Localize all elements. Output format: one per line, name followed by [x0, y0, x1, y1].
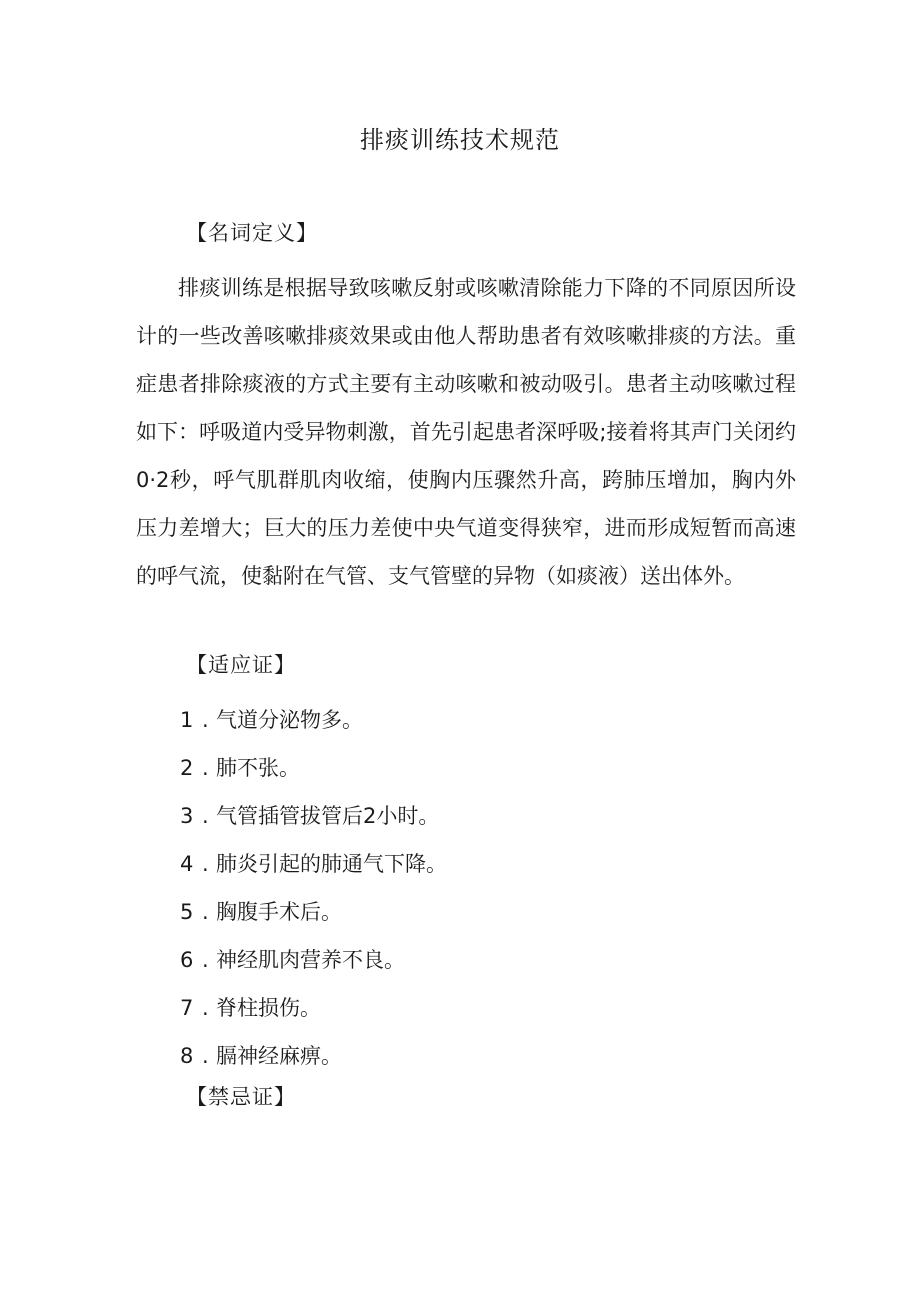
list-item: 3 . 气管插管拔管后2小时。	[180, 792, 447, 840]
list-item: 5 . 胸腹手术后。	[180, 888, 447, 936]
list-item-text: 气管插管拔管后2小时。	[216, 804, 440, 828]
list-item-text: 肺不张。	[216, 756, 300, 780]
list-item: 8 . 膈神经麻痹。	[180, 1032, 447, 1080]
list-item-text: 膈神经麻痹。	[216, 1044, 342, 1068]
section-heading-indications: 【适应证】	[186, 653, 296, 677]
indications-list	[180, 696, 447, 1080]
list-item: 4 . 肺炎引起的肺通气下降。	[180, 840, 447, 888]
list-item: 7 . 脊柱损伤。	[180, 984, 447, 1032]
list-item: 1 . 气道分泌物多。	[180, 696, 447, 744]
section-heading-contraindications: 【禁忌证】	[186, 1085, 296, 1109]
list-item: 2 . 肺不张。	[180, 744, 447, 792]
list-item-number: 7	[180, 996, 194, 1020]
list-item-number: 4	[180, 852, 194, 876]
definition-paragraph: 排痰训练是根据导致咳嗽反射或咳嗽清除能力下降的不同原因所设计的一些改善咳嗽排痰效果或由他人帮助患者有效咳嗽排痰的方法。重症患者排除痰液的方式主要有主动咳嗽和被动吸引。患者主动咳嗽过程如下：呼吸道内受异物刺激，首先引起患者深呼吸;接着将其声门关闭约0·2秒，呼气肌群肌肉收缩，使胸内压骤然升高，跨肺压增加，胸内外压力差增大；巨大的压力差使中央气道变得狭窄，进而形成短暂而高速的呼气流，使黏附在气管、支气管壁的异物（如痰液）送出体外。	[136, 276, 796, 588]
list-item-number: 1	[180, 708, 194, 732]
list-item-number: 2	[180, 756, 194, 780]
list-item-text: 气道分泌物多。	[216, 708, 363, 732]
section-heading-definition: 【名词定义】	[186, 221, 318, 245]
list-item-text: 神经肌肉营养不良。	[216, 948, 405, 972]
list-item-number: 6	[180, 948, 194, 972]
list-item-number: 3	[180, 804, 194, 828]
list-item-text: 肺炎引起的肺通气下降。	[216, 852, 447, 876]
list-item-number: 5	[180, 900, 194, 924]
list-item: 6 . 神经肌肉营养不良。	[180, 936, 447, 984]
list-item-number: 8	[180, 1044, 194, 1068]
list-item-text: 胸腹手术后。	[216, 900, 342, 924]
list-item-text: 脊柱损伤。	[216, 996, 321, 1020]
document-title: 排痰训练技术规范	[360, 126, 560, 154]
